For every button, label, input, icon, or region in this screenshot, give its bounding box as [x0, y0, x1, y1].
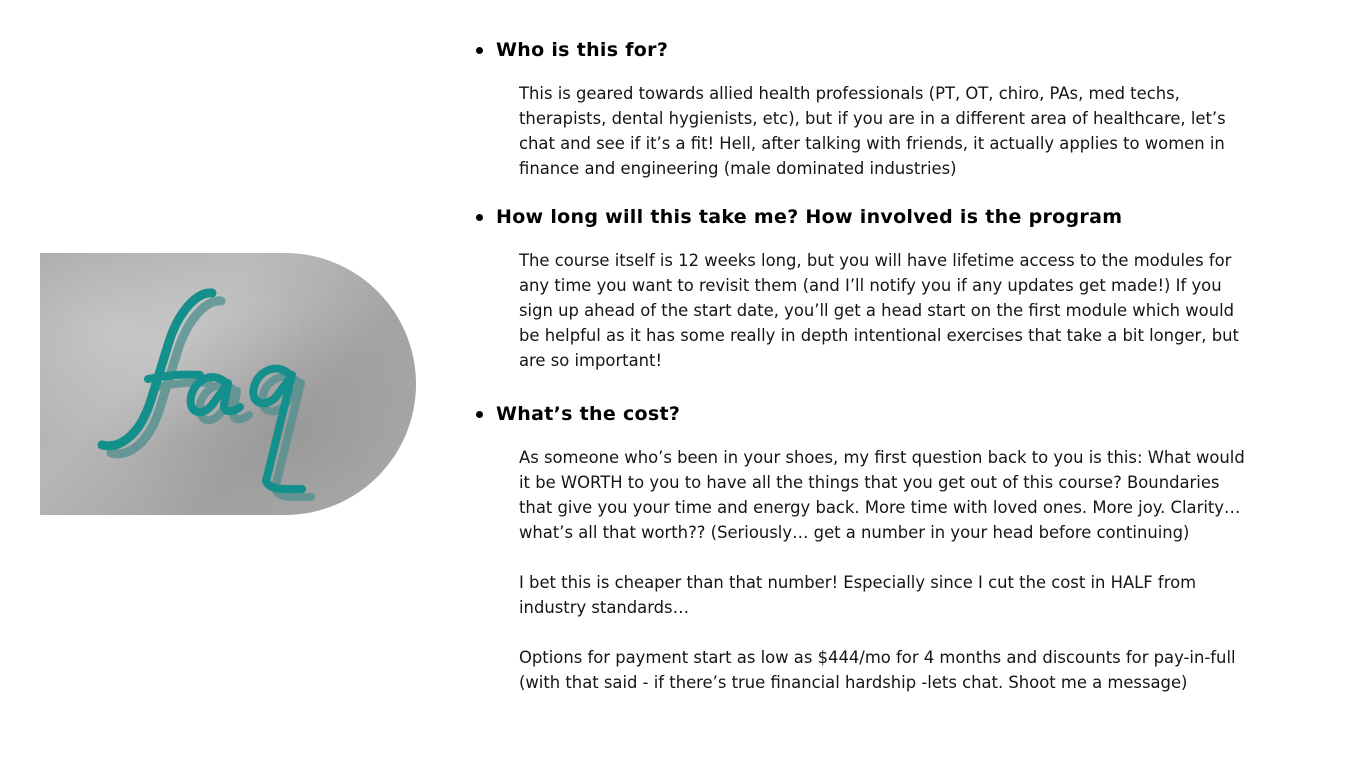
faq-answer: [519, 445, 1252, 695]
faq-answer-paragraph: As someone who’s been in your shoes, my first question back to you is this: What would it be WORTH to you to have all the things that you get out of this course? Boundaries that give you your time and energy back. More time with loved ones. More joy. Clarity…what’s all that worth?? (Seriously… get a number in your head before continuing): [519, 448, 1245, 542]
faq-question: How long will this take me? How involved is the program: [496, 206, 1123, 228]
faq-answer-paragraph: The course itself is 12 weeks long, but you will have lifetime access to the modules for any time you want to revisit them (and I’ll notify you if any updates get made!) If you sign up ahead of the start date, you’ll get a head start on the first module which would be helpful as it has some really in depth intentional exercises that take a bit longer, but are so important!: [519, 251, 1239, 370]
faq-graphic: [40, 253, 416, 515]
faq-answer-paragraph: I bet this is cheaper than that number! Especially since I cut the cost in HALF from industry standards…: [519, 573, 1197, 617]
faq-answer-paragraph: Options for payment start as low as $444/mo for 4 months and discounts for pay-in-full (with that said - if there’s true financial hardship -lets chat. Shoot me a message): [519, 648, 1236, 692]
faq-script-logo: [40, 253, 416, 515]
faq-question-row: [472, 201, 1252, 233]
faq-question-row: [472, 398, 1252, 430]
faq-answer: [519, 81, 1252, 181]
faq-item: [472, 201, 1252, 373]
faq-question: What’s the cost?: [496, 403, 681, 425]
faq-item: [472, 398, 1252, 695]
faq-item: [472, 34, 1252, 181]
bullet-icon: [476, 411, 483, 418]
faq-question: Who is this for?: [496, 39, 669, 61]
bullet-icon: [476, 47, 483, 54]
faq-question-row: [472, 34, 1252, 66]
bullet-icon: [476, 214, 483, 221]
faq-answer: [519, 248, 1252, 373]
faq-list: [472, 34, 1252, 695]
faq-answer-paragraph: This is geared towards allied health professionals (PT, OT, chiro, PAs, med techs, therapists, dental hygienists, etc), but if you are in a different area of healthcare, let’s chat and see if it’s a fit! Hell, after talking with friends, it actually applies to women in finance and engineering (male dominated industries): [519, 84, 1226, 178]
